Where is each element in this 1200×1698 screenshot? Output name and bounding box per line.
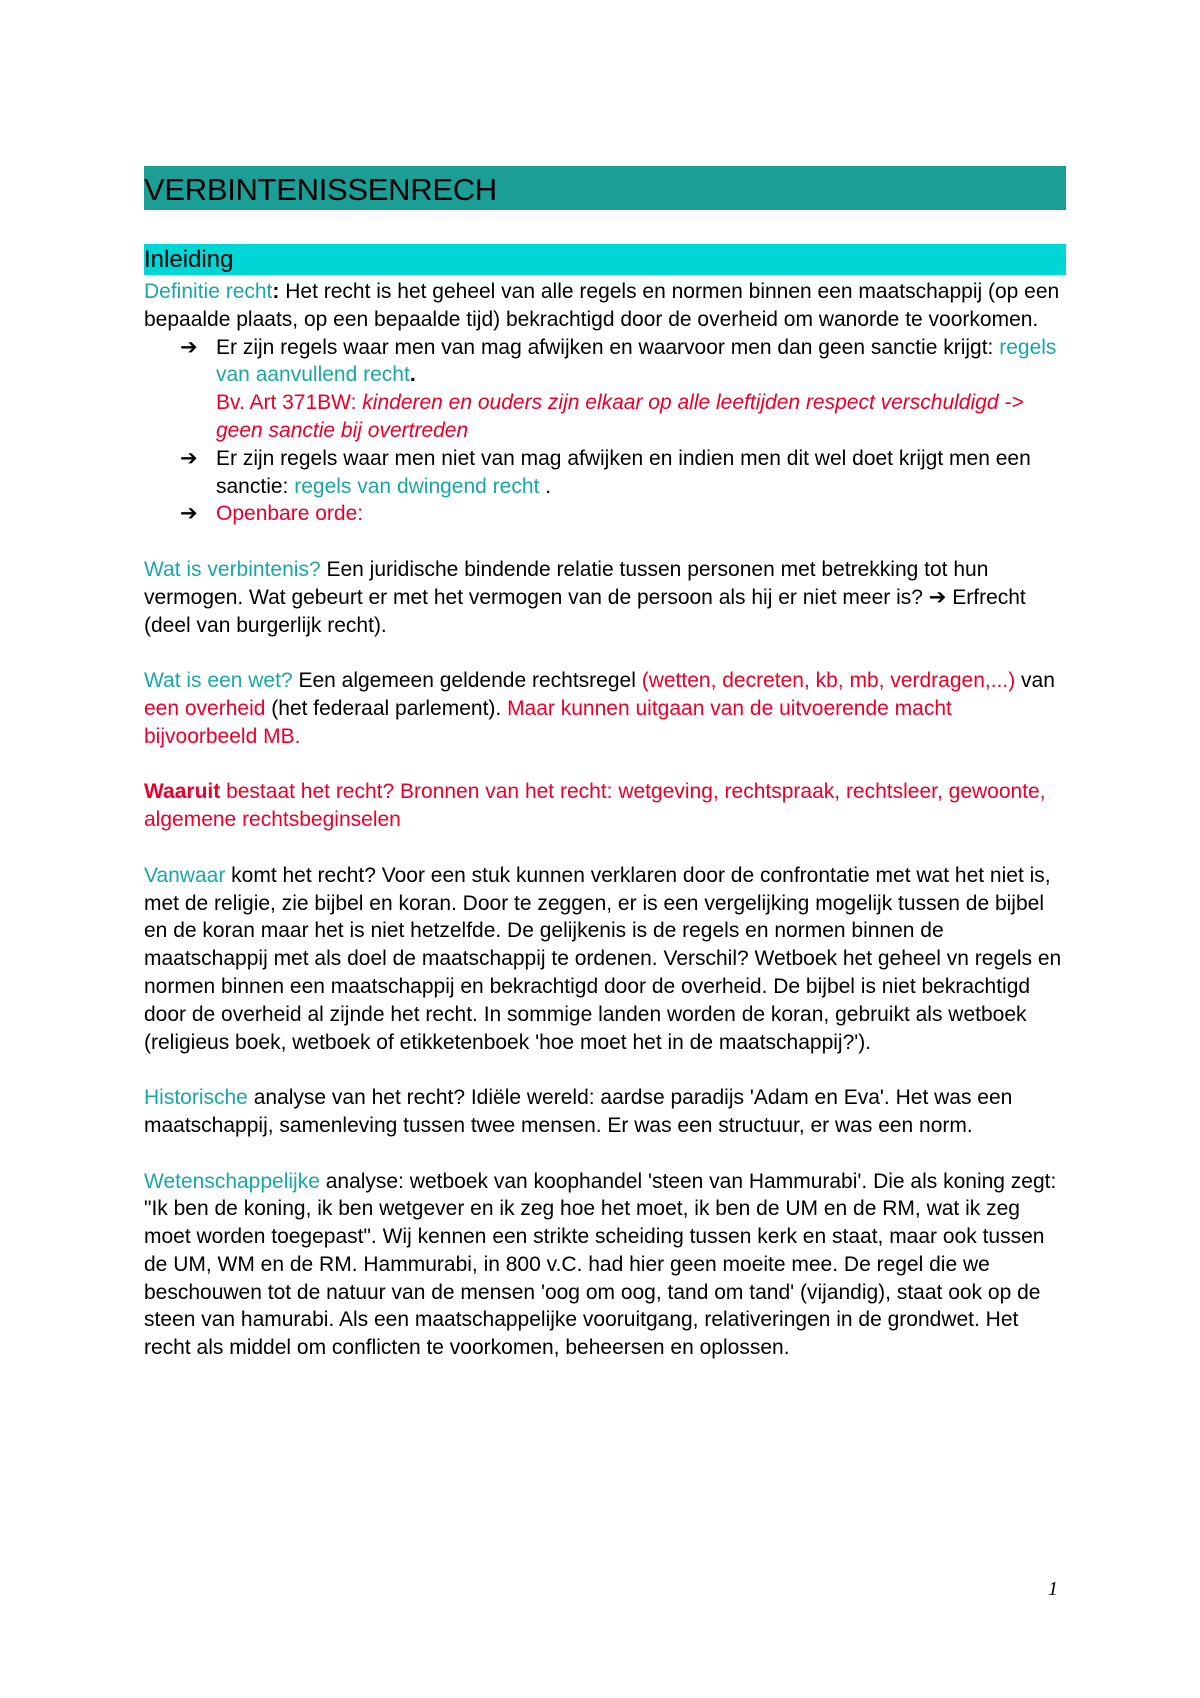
arrow-icon: ➔ bbox=[180, 335, 198, 359]
section-bar bbox=[144, 244, 1066, 275]
term-definitie: Definitie recht bbox=[144, 280, 273, 303]
bullet-openbare-orde: ➔ Openbare orde: bbox=[144, 500, 1066, 528]
document-title: VERBINTENISSENRECH bbox=[144, 172, 497, 207]
waaruit-paragraph: Waaruit bestaat het recht? Bronnen van het recht: wetgeving, rechtspraak, rechtsleer, gewoonte, algemene rechtsbeginselen bbox=[144, 780, 1046, 832]
vanwaar-paragraph: Vanwaar komt het recht? Voor een stuk kunnen verklaren door de confrontatie met wat het niet is, met de religie, zie bijbel en koran. Door te zeggen, er is een vergelijking mogelijk tussen de bijbel en de koran maar het is niet hetzelfde. De gelijkenis is de regels en normen binnen de maatschappij met als doel de maatschappij te ordenen. Verschil? Wetboek het geheel vn regels en normen binnen een maatschappij en bekrachtigd door de overheid. De bijbel is niet bekrachtigd door de overheid al zijnde het recht. In sommige landen worden de koran, gebruikt als wetboek (religieus boek, wetboek of etikketenboek 'hoe moet het in de maatschappij?'). bbox=[144, 863, 1062, 1054]
historische-paragraph: Historische analyse van het recht? Idiële wereld: aardse paradijs 'Adam en Eva'. Het was een maatschappij, samenleving tussen twee mensen. Er was een structuur, er was een norm. bbox=[144, 1086, 1013, 1137]
arrow-icon: ➔ bbox=[928, 585, 947, 609]
section-heading: Inleiding bbox=[144, 246, 234, 273]
arrow-icon: ➔ bbox=[180, 502, 198, 526]
wet-paragraph: Wat is een wet? Een algemeen geldende rechtsregel (wetten, decreten, kb, mb, verdragen,...) van een overheid (het federaal parlement). Maar kunnen uitgaan van de uitvoerende macht bijvoorbeeld MB. bbox=[144, 669, 1055, 748]
verbintenis-paragraph: Wat is verbintenis? Een juridische bindende relatie tussen personen met betrekking tot hun vermogen. Wat gebeurt er met het vermogen van de persoon als hij er niet meer is? ➔ Erfrecht (deel van burgerlijk recht). bbox=[144, 557, 1026, 637]
intro-paragraph: Definitie recht: Het recht is het geheel van alle regels en normen binnen een maatschappij (op een bepaalde plaats, op een bepaalde tijd) bekrachtigd door de overheid om wanorde te voorkomen. bbox=[144, 280, 1060, 331]
wetenschappelijke-paragraph: Wetenschappelijke analyse: wetboek van koophandel 'steen van Hammurabi'. Die als koning zegt: "Ik ben de koning, ik ben wetgever en ik zeg hoe het moet, ik ben de UM en de RM, wat ik zeg moet worden toegepast". Wij kennen een strikte scheiding tussen kerk en staat, maar ook tussen de UM, WM en de RM. Hammurabi, in 800 v.C. had hier geen moeite mee. De regel die we beschouwen tot de natuur van de mensen 'oog om oog, tand om tand' (vijandig), staat ook op de steen van hamurabi. Als een maatschappelijke vooruitgang, relativeringen in de grondwet. Het recht als middel om conflicten te voorkomen, beheersen en oplossen. bbox=[144, 1169, 1057, 1360]
arrow-icon: ➔ bbox=[180, 446, 198, 470]
bullet-dwingend: ➔ Er zijn regels waar men niet van mag afwijken en indien men dit wel doet krijgt men een sanctie: regels van dwingend recht . bbox=[180, 446, 1031, 498]
bullet-aanvullend: ➔ Er zijn regels waar men van mag afwijken en waarvoor men dan geen sanctie krijgt: regels van aanvullend recht. Bv. Art 371BW: kinderen en ouders zijn elkaar op alle leeftijden respect verschuldigd -> geen sanctie bij overtreden bbox=[180, 335, 1057, 442]
document-body bbox=[144, 278, 1066, 1362]
page-number: 1 bbox=[1048, 1578, 1058, 1600]
